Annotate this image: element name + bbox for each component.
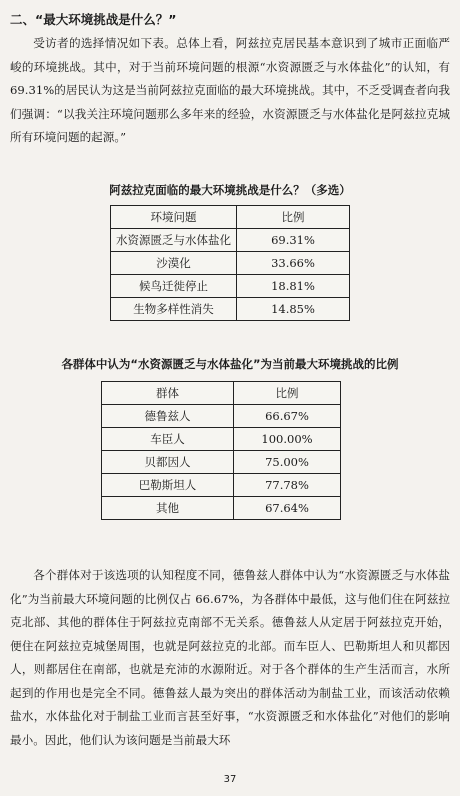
table-row (111, 229, 350, 252)
table-cell: 14.85% (237, 298, 350, 321)
table-cell: 贝都因人 (102, 451, 234, 474)
table-row (102, 428, 341, 451)
analysis-paragraph (10, 564, 450, 752)
table-header-cell: 环境问题 (111, 206, 237, 229)
analysis-paragraph-text: 各个群体对于该选项的认知程度不同，德鲁兹人群体中认为“水资源匮乏与水体盐化”为当前最大环境问题的比例仅占 66.67%，为各群体中最低，这与他们住在阿兹拉克北部、其他的群体住于阿兹拉克南部不无关系。德鲁兹人从定居于阿兹拉克开始，便住在阿兹拉克城堡周围，也就是阿兹拉克的北部。而车臣人、巴勒斯坦人和贝都因人，则都居住在南部，也就是充沛的水源附近。对于各个群体的生产生活而言，水所起到的作用也是完全不同。德鲁兹人最为突出的群体活动为制盐工业，而该活动依赖盐水，水体盐化对于制盐工业而言甚至好事，“水资源匮乏和水体盐化”对他们的影响最小。因此，他们认为该问题是当前最大环 (10, 568, 450, 747)
table-cell: 69.31% (237, 229, 350, 252)
table-cell: 巴勒斯坦人 (102, 474, 234, 497)
table-cell: 67.64% (234, 497, 341, 520)
table-cell: 车臣人 (102, 428, 234, 451)
table-cell: 沙漠化 (111, 252, 237, 275)
table-row (102, 405, 341, 428)
table-header-row (102, 382, 341, 405)
table-header-cell: 群体 (102, 382, 234, 405)
table-cell: 水资源匮乏与水体盐化 (111, 229, 237, 252)
table-cell: 75.00% (234, 451, 341, 474)
table-row (102, 497, 341, 520)
section-title: 二、“最大环境挑战是什么？” (10, 12, 177, 27)
page-number: 37 (223, 774, 237, 785)
table-header-cell: 比例 (237, 206, 350, 229)
table-cell: 生物多样性消失 (111, 298, 237, 321)
table-header-cell: 比例 (234, 382, 341, 405)
table-header-row (111, 206, 350, 229)
environment-challenge-table (110, 205, 350, 321)
group-ratio-table (101, 381, 341, 520)
table-cell: 100.00% (234, 428, 341, 451)
table2-caption: 各群体中认为“水资源匮乏与水体盐化”为当前最大环境挑战的比例 (61, 357, 399, 371)
table-row (111, 252, 350, 275)
table-cell: 33.66% (237, 252, 350, 275)
table-cell: 德鲁兹人 (102, 405, 234, 428)
intro-paragraph (10, 32, 450, 150)
table1-caption: 阿兹拉克面临的最大环境挑战是什么？（多选） (109, 183, 351, 197)
table-cell: 77.78% (234, 474, 341, 497)
intro-paragraph-text: 受访者的选择情况如下表。总体上看，阿兹拉克居民基本意识到了城市正面临严峻的环境挑战。其中，对于当前环境问题的根源“水资源匮乏与水体盐化”的认知，有 69.31%的居民认为这是当前阿兹拉克面临的最大环境挑战。其中，不乏受调查者向我们强调：“以我关注环境问题那么多年来的经验，水资源匮乏与水体盐化是阿兹拉克城所有环境问题的起源。” (10, 36, 450, 144)
table-cell: 候鸟迁徙停止 (111, 275, 237, 298)
table-cell: 66.67% (234, 405, 341, 428)
table-cell: 其他 (102, 497, 234, 520)
table-cell: 18.81% (237, 275, 350, 298)
table-row (102, 451, 341, 474)
table-row (111, 298, 350, 321)
table-row (102, 474, 341, 497)
table-row (111, 275, 350, 298)
